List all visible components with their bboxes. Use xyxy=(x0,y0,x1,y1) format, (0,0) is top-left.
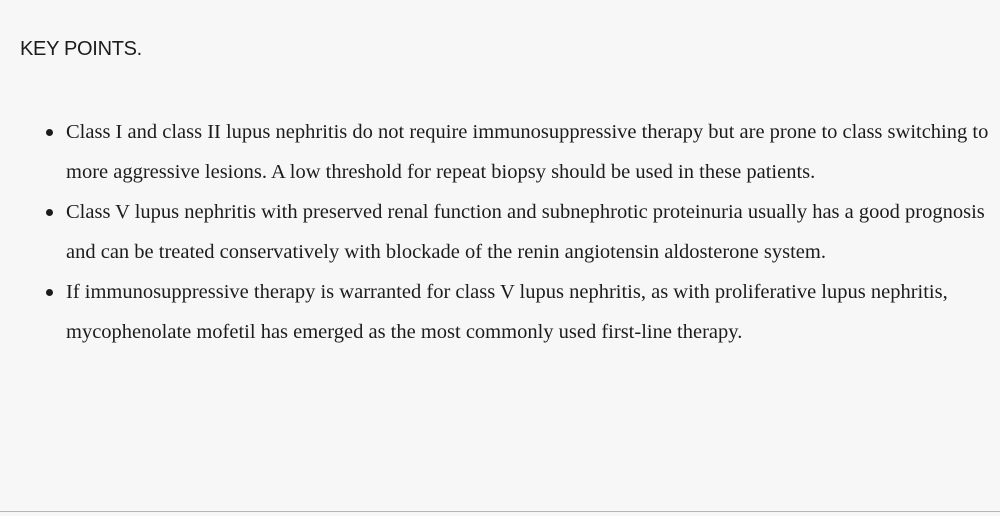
key-points-list xyxy=(66,112,994,352)
key-point-item: Class I and class II lupus nephritis do not require immunosuppressive therapy but are prone to class switching to more aggressive lesions. A low threshold for repeat biopsy should be used in these patients. xyxy=(66,112,994,192)
key-point-item: Class V lupus nephritis with preserved renal function and subnephrotic proteinuria usually has a good prognosis and can be treated conservatively with blockade of the renin angiotensin aldosterone system. xyxy=(66,192,994,272)
bottom-divider xyxy=(0,511,1000,512)
key-point-item: If immunosuppressive therapy is warranted for class V lupus nephritis, as with proliferative lupus nephritis, mycophenolate mofetil has emerged as the most commonly used first-line therapy. xyxy=(66,272,994,352)
key-points-heading: KEY POINTS. xyxy=(20,38,142,60)
